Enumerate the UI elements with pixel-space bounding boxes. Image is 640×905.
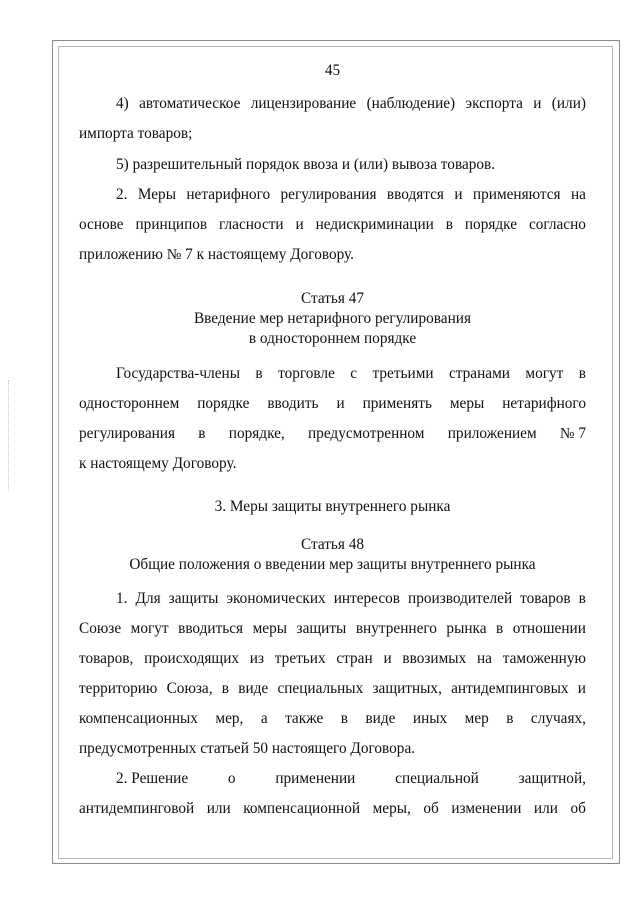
word: торговле xyxy=(278,365,335,382)
text-line xyxy=(116,186,586,204)
article-48-title: Статья 48 xyxy=(300,536,365,553)
word: в xyxy=(578,365,586,382)
word: в xyxy=(198,425,206,442)
word: принципов xyxy=(135,216,208,233)
article-47-subtitle-1: Введение мер нетарифного регулирования xyxy=(193,310,472,327)
word: одностороннем xyxy=(79,395,180,412)
word: могут xyxy=(130,620,169,637)
word: в xyxy=(340,710,348,727)
word: о xyxy=(227,770,236,787)
word: защитной, xyxy=(518,770,586,787)
text-line xyxy=(79,620,586,638)
article-47-subtitle-2: в одностороннем порядке xyxy=(248,330,417,347)
word: (или) xyxy=(551,95,586,112)
word: Меры xyxy=(137,186,176,203)
word: специальных xyxy=(277,680,364,697)
word: в xyxy=(221,680,229,697)
text-line xyxy=(79,710,586,728)
word: третьих xyxy=(274,650,326,667)
word: антидемпинговых xyxy=(451,680,569,697)
word: или xyxy=(206,800,231,817)
word: применять xyxy=(362,395,432,412)
word: Для xyxy=(135,590,161,607)
word: лицензирование xyxy=(250,95,357,112)
word: также xyxy=(285,710,324,727)
word: мер xyxy=(464,710,489,727)
word: в xyxy=(506,710,514,727)
word: рынка xyxy=(446,620,487,637)
word: производителей xyxy=(408,590,513,607)
word: ввозимых xyxy=(402,650,467,667)
word: интересов xyxy=(333,590,401,607)
word: внутреннего xyxy=(355,620,437,637)
word: и xyxy=(383,650,392,667)
word: в xyxy=(445,216,453,233)
word: 2. xyxy=(116,186,128,203)
document-page xyxy=(79,0,586,905)
word: могут xyxy=(525,365,564,382)
article-48-subtitle: Общие положения о введении мер защиты внутреннего рынка xyxy=(129,556,536,573)
word: экономических xyxy=(226,590,326,607)
word: предусмотренном xyxy=(307,425,425,442)
word: недискриминации xyxy=(315,216,434,233)
word: и xyxy=(577,680,586,697)
text-line: к настоящему Договору. xyxy=(79,455,237,472)
word: защитных, xyxy=(372,680,442,697)
word: вводить xyxy=(267,395,319,412)
text-line xyxy=(79,216,586,234)
section-3-heading: 3. Меры защиты внутреннего рынка xyxy=(214,498,451,515)
word: гласности xyxy=(219,216,284,233)
word: третьими xyxy=(372,365,434,382)
text-line: 5) разрешительный порядок ввоза и (или) вывоза товаров. xyxy=(116,156,496,173)
text-line xyxy=(79,425,586,443)
word: в xyxy=(255,365,263,382)
text-line: импорта товаров; xyxy=(79,125,193,142)
word: антидемпинговой xyxy=(79,800,195,817)
word: и xyxy=(533,95,542,112)
word: экспорта xyxy=(465,95,523,112)
article-47-title: Статья 47 xyxy=(300,290,365,307)
word: 1. xyxy=(116,590,128,607)
word: происходящих xyxy=(144,650,240,667)
word: меры, xyxy=(372,800,411,817)
word: случаях, xyxy=(530,710,586,727)
word: виде xyxy=(365,710,396,727)
word: виде xyxy=(238,680,269,697)
word: и xyxy=(336,395,345,412)
word: защиты xyxy=(168,590,219,607)
word: отношении xyxy=(512,620,586,637)
word: меры xyxy=(252,620,288,637)
word: применении xyxy=(275,770,356,787)
word: приложением xyxy=(447,425,537,442)
word: 4) xyxy=(116,95,129,112)
word: иных xyxy=(412,710,448,727)
word: согласно xyxy=(528,216,586,233)
word: специальной xyxy=(395,770,479,787)
word: регулирования xyxy=(79,425,176,442)
word: порядке, xyxy=(228,425,285,442)
text-line xyxy=(116,590,586,608)
word: об xyxy=(423,800,439,817)
text-line xyxy=(79,650,586,668)
word: применяются xyxy=(472,186,561,203)
text-line xyxy=(116,365,586,383)
word: с xyxy=(350,365,358,382)
word: в xyxy=(578,590,586,607)
text-line: приложению № 7 к настоящему Договору. xyxy=(79,246,354,263)
text-line xyxy=(79,800,586,818)
word: регулирования xyxy=(280,186,377,203)
word: основе xyxy=(79,216,124,233)
page-number: 45 xyxy=(324,62,341,79)
word: а xyxy=(260,710,268,727)
word: (наблюдение) xyxy=(366,95,456,112)
word: на xyxy=(570,186,586,203)
text-line xyxy=(116,770,586,788)
word: компенсационной xyxy=(243,800,361,817)
word: из xyxy=(249,650,265,667)
word: 2. Решение xyxy=(116,770,189,787)
word: мер, xyxy=(215,710,244,727)
word: изменении xyxy=(451,800,522,817)
word: таможенную xyxy=(502,650,586,667)
word: Союза, xyxy=(166,680,213,697)
word: меры xyxy=(449,395,485,412)
word: порядке xyxy=(464,216,518,233)
word: территорию xyxy=(79,680,158,697)
word: Государства-члены xyxy=(116,365,240,382)
scan-margin-mark xyxy=(8,380,10,490)
word: автоматическое xyxy=(139,95,241,112)
word: вводиться xyxy=(178,620,244,637)
word: товаров xyxy=(520,590,571,607)
word: вводятся xyxy=(386,186,444,203)
word: и xyxy=(295,216,304,233)
word: нетарифного xyxy=(186,186,271,203)
word: компенсационных xyxy=(79,710,198,727)
word: нетарифного xyxy=(502,395,586,412)
text-line xyxy=(79,680,586,698)
word: на xyxy=(476,650,492,667)
text-line: предусмотренных статьей 50 настоящего Договора. xyxy=(79,740,416,757)
word: об xyxy=(570,800,586,817)
word: № 7 xyxy=(559,425,586,442)
word: стран xyxy=(336,650,373,667)
word: и xyxy=(454,186,463,203)
word: странами xyxy=(449,365,510,382)
word: защиты xyxy=(296,620,347,637)
word: Союзе xyxy=(79,620,122,637)
text-line xyxy=(79,395,586,413)
word: или xyxy=(533,800,558,817)
word: в xyxy=(496,620,504,637)
word: товаров, xyxy=(79,650,134,667)
word: порядке xyxy=(197,395,250,412)
text-line xyxy=(116,95,586,113)
